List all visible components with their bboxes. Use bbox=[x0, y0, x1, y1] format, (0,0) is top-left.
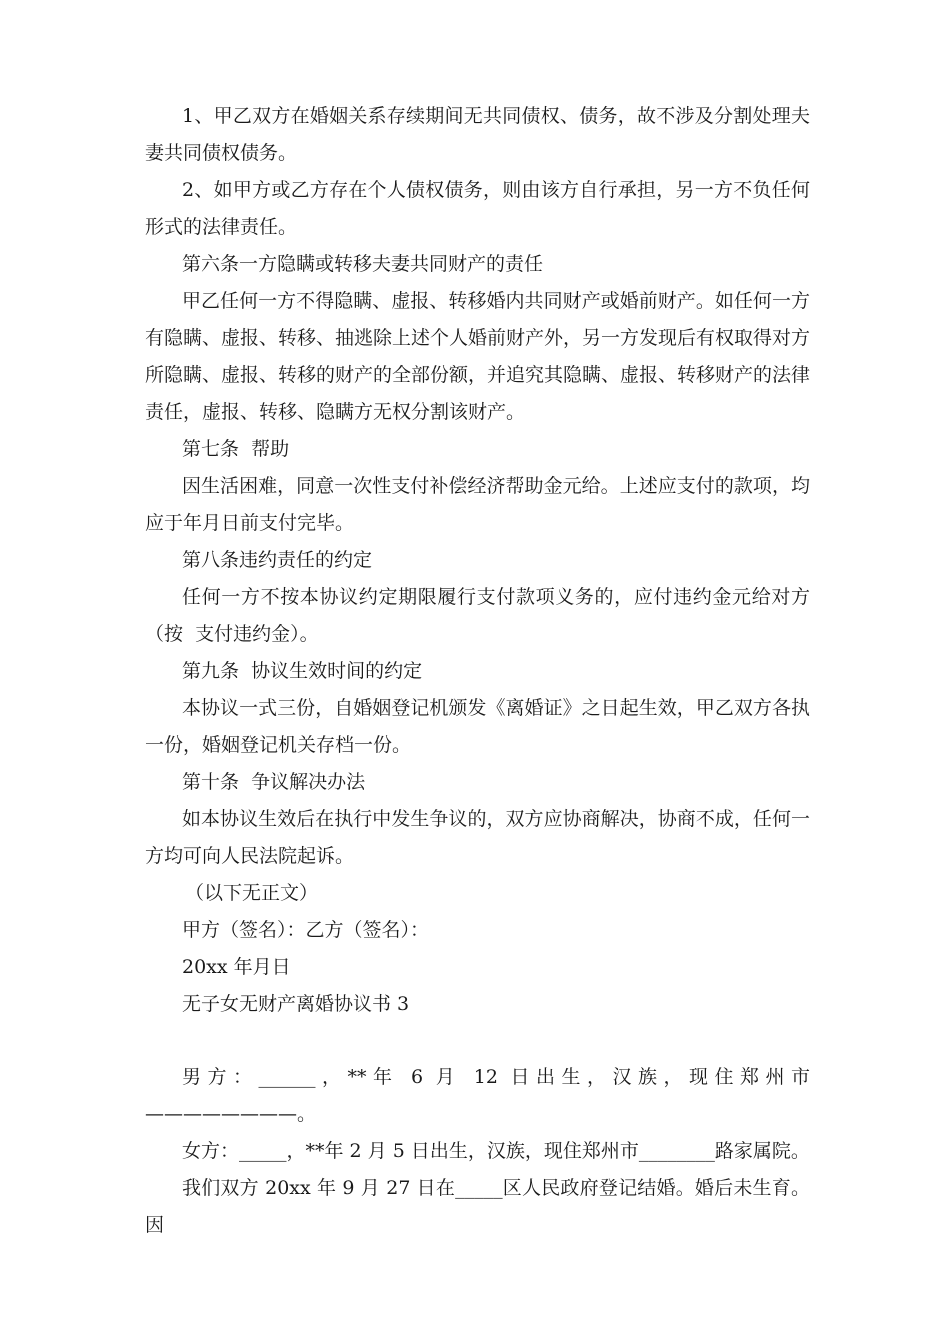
section-title-agreement-3: 无子女无财产离婚协议书 3 bbox=[182, 993, 410, 1015]
document-page bbox=[145, 98, 810, 1244]
paragraph-article-10-body: 如本协议生效后在执行中发生争议的，双方应协商解决，协商不成，任何一方均可向人民法院起诉。 bbox=[145, 808, 810, 867]
paragraph-article-9-body: 本协议一式三份，自婚姻登记机颁发《离婚证》之日起生效，甲乙双方各执一份，婚姻登记机关存档一份。 bbox=[145, 697, 810, 756]
heading-article-7: 第七条 帮助 bbox=[182, 438, 290, 460]
paragraph-end-of-text: （以下无正文） bbox=[185, 882, 319, 904]
signature-line: 甲方（签名）：乙方（签名）： bbox=[182, 919, 430, 941]
heading-article-9: 第九条 协议生效时间的约定 bbox=[182, 660, 423, 682]
paragraph-article-8-body: 任何一方不按本协议约定期限履行支付款项义务的，应付违约金元给对方（按 支付违约金）。 bbox=[145, 586, 810, 645]
paragraph-debt-clause-1: 1、甲乙双方在婚姻关系存续期间无共同债权、债务，故不涉及分割处理夫妻共同债权债务。 bbox=[145, 105, 810, 164]
date-line: 20xx 年月日 bbox=[182, 956, 291, 978]
heading-article-6: 第六条一方隐瞒或转移夫妻共同财产的责任 bbox=[182, 253, 544, 275]
paragraph-debt-clause-2: 2、如甲方或乙方存在个人债权债务，则由该方自行承担，另一方不负任何形式的法律责任。 bbox=[145, 179, 810, 238]
paragraph-male-party: 男方：______，**年 6 月 12 日出生，汉族，现住郑州市————————。 bbox=[145, 1066, 810, 1125]
heading-article-8: 第八条违约责任的约定 bbox=[182, 549, 373, 571]
paragraph-female-party: 女方：_____，**年 2 月 5 日出生，汉族，现住郑州市________路家属院。 bbox=[182, 1140, 810, 1162]
paragraph-marriage-registration: 我们双方 20xx 年 9 月 27 日在_____区人民政府登记结婚。婚后未生育。因 bbox=[145, 1177, 810, 1236]
heading-article-10: 第十条 争议解决办法 bbox=[182, 771, 366, 793]
paragraph-article-7-body: 因生活困难，同意一次性支付补偿经济帮助金元给。上述应支付的款项，均应于年月日前支付完毕。 bbox=[145, 475, 810, 534]
paragraph-article-6-body: 甲乙任何一方不得隐瞒、虚报、转移婚内共同财产或婚前财产。如任何一方有隐瞒、虚报、转移、抽逃除上述个人婚前财产外，另一方发现后有权取得对方所隐瞒、虚报、转移的财产的全部份额，并追究其隐瞒、虚报、转移财产的法律责任，虚报、转移、隐瞒方无权分割该财产。 bbox=[145, 290, 811, 423]
